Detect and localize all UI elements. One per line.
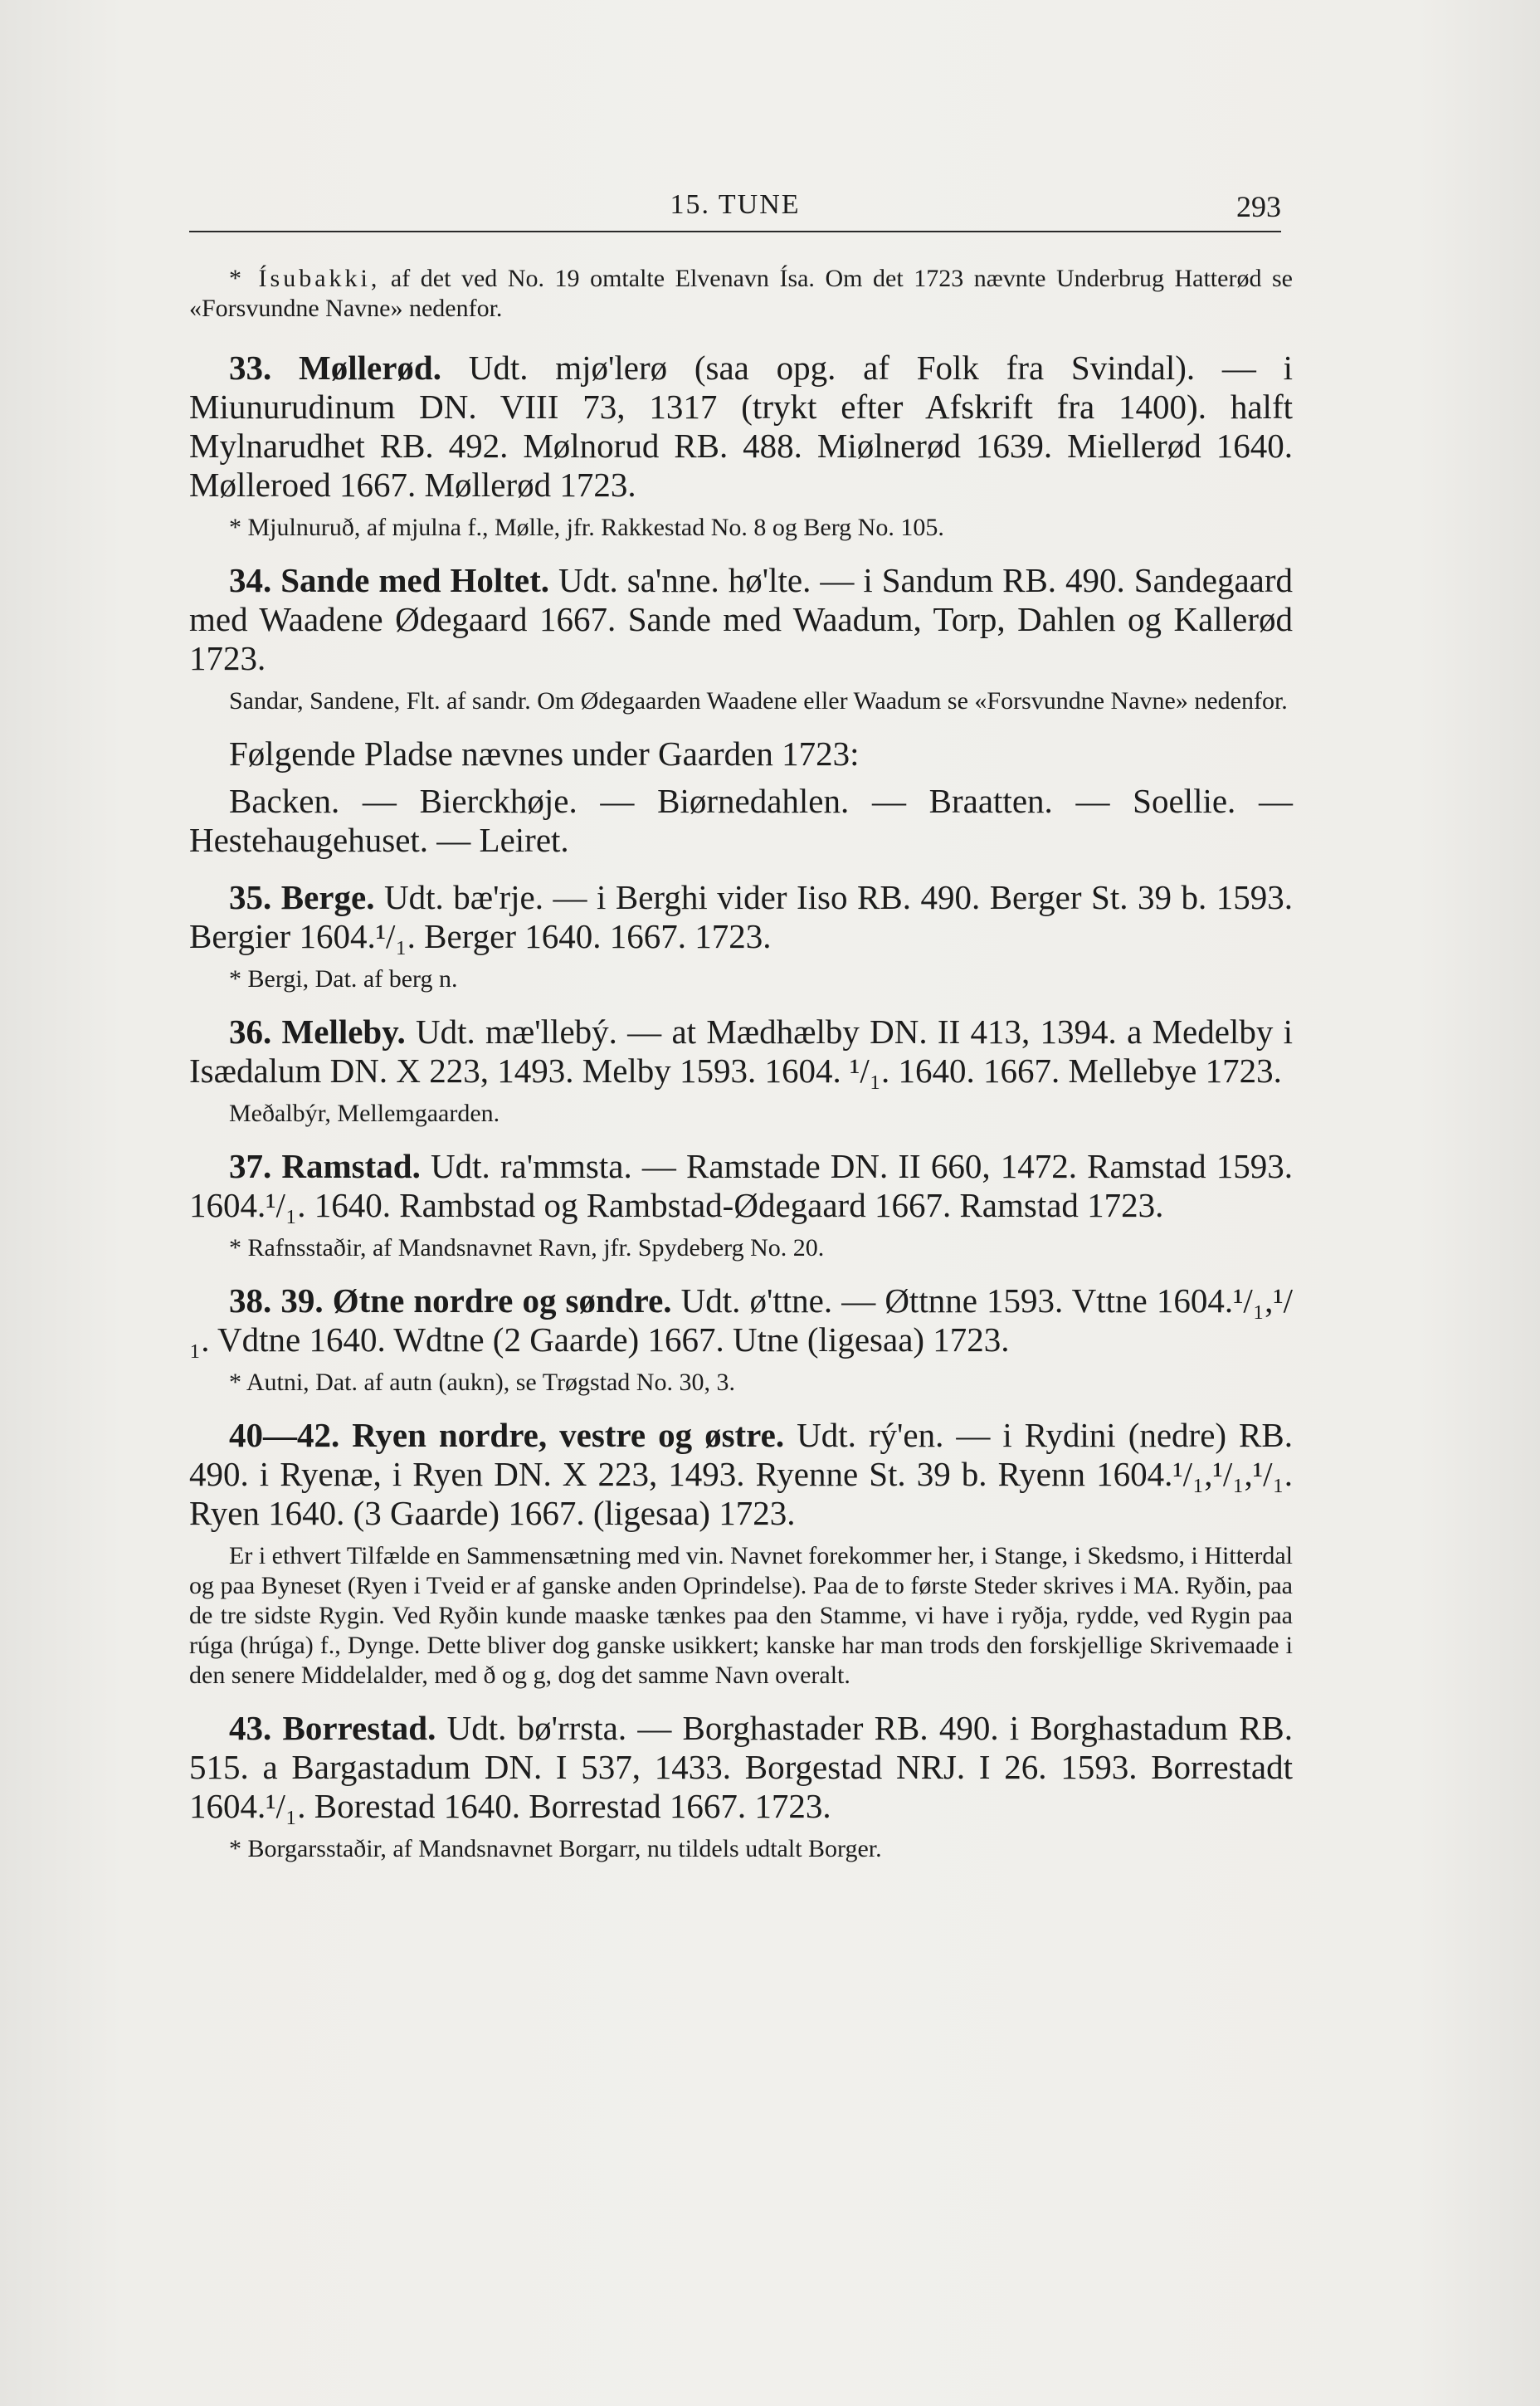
entry-number: 37. — [229, 1147, 272, 1185]
entry-34 — [189, 561, 1293, 678]
entry-number: 36. — [229, 1013, 272, 1051]
entry-text: Udt. mæ'llebý. — at Mædhælby DN. II 413, 1394. a Medelby i Isædalum DN. X 223, 1493. Melby 1593. 1604. ¹/₁. 1640. 1667. Mellebye 1723. — [189, 1013, 1294, 1090]
entry-name: Ramstad. — [281, 1147, 421, 1185]
entry-name: Borrestad. — [282, 1709, 436, 1747]
pladse-list: Backen. — Bierckhøje. — Biørnedahlen. — Braatten. — Soellie. — Hestehaugehuset. — Leiret. — [189, 782, 1293, 859]
entry-text: Udt. mjø'lerø (saa opg. af Folk fra Svindal). — i Miunurudinum DN. VIII 73, 1317 (trykt efter Afskrift fra 1400). halft Mylnarudhet RB. 492. Mølnorud RB. 488. Miølnerød 1639. Miellerød 1640. Mølleroed 1667. Møllerød 1723. — [189, 349, 1294, 504]
entry-name: Berge. — [280, 878, 375, 916]
entry-33-note: * Mjulnuruð, af mjulna f., Mølle, jfr. Rakkestad No. 8 og Berg No. 105. — [229, 514, 944, 541]
entry-number: 33. — [229, 349, 272, 387]
page-header — [189, 189, 1281, 232]
entry-35-note: * Bergi, Dat. af berg n. — [229, 965, 458, 993]
entry-number: 35. — [229, 878, 272, 916]
page-body — [189, 264, 1293, 1864]
entry-38-39 — [189, 1281, 1293, 1359]
entry-43 — [189, 1709, 1293, 1826]
entry-number: 43. — [229, 1709, 272, 1747]
running-title: 15. TUNE — [670, 189, 801, 220]
entry-33 — [189, 349, 1293, 505]
entry-text: Udt. ra'mmsta. — Ramstade DN. II 660, 1472. Ramstad 1593. 1604.¹/₁. 1640. Rambstad og Rambstad-Ødegaard 1667. Ramstad 1723. — [189, 1147, 1294, 1224]
page-number: 293 — [1236, 190, 1281, 223]
pladse-intro: Følgende Pladse nævnes under Gaarden 1723: — [229, 734, 860, 773]
entry-43-note: * Borgarsstaðir, af Mandsnavnet Borgarr, nu tildels udtalt Borger. — [229, 1835, 882, 1862]
entry-35 — [189, 878, 1293, 956]
entry-37-note: * Rafnsstaðir, af Mandsnavnet Ravn, jfr. Spydeberg No. 20. — [229, 1234, 825, 1262]
entry-name: Møllerød. — [299, 349, 441, 387]
entry-text: Udt. bø'rrsta. — Borghastader RB. 490. i Borghastadum RB. 515. a Bargastadum DN. I 537, 1433. Borgestad NRJ. I 26. 1593. Borrestadt 1604.¹/₁. Borestad 1640. Borrestad 1667. 1723. — [189, 1709, 1294, 1825]
entry-36 — [189, 1013, 1293, 1091]
entry-40-42 — [189, 1416, 1293, 1533]
entry-text: Udt. rý'en. — i Rydini (nedre) RB. 490. i Ryenæ, i Ryen DN. X 223, 1493. Ryenne St. 39 b. Ryenn 1604.¹/₁,¹/₁,¹/₁. Ryen 1640. (3 Gaarde) 1667. (ligesaa) 1723. — [189, 1416, 1293, 1532]
entry-text: Udt. sa'nne. hø'lte. — i Sandum RB. 490. Sandegaard med Waadene Ødegaard 1667. Sande med Waadum, Torp, Dahlen og Kallerød 1723. — [189, 561, 1294, 677]
entry-number: 40—42. — [229, 1416, 340, 1454]
entry-text: Udt. bæ'rje. — i Berghi vider Iiso RB. 490. Berger St. 39 b. 1593. Bergier 1604.¹/₁. Berger 1640. 1667. 1723. — [189, 878, 1294, 955]
intro-text: af det ved No. 19 omtalte Elvenavn Ísa. Om det 1723 nævnte Underbrug Hatterød se «Forsvundne Navne» nedenfor. — [189, 265, 1293, 322]
entry-40-42-note: Er i ethvert Tilfælde en Sammensætning med vin. Navnet forekommer her, i Stange, i Skedsmo, i Hitterdal og paa Byneset (Ryen i Tveid er af ganske anden Oprindelse). Paa de to første Steder skrives i MA. Ryðin, paa de tre sidste Rygin. Ved Ryðin kunde maaske tænkes paa den Stamme, vi have i ryðja, rydde, ved Rygin paa rúga (hrúga) f., Dynge. Dette bliver dog ganske usikkert; kanske har man trods den forskjellige Skrivemaade i den senere Middelalder, med ð og g, dog det samme Navn overalt. — [189, 1542, 1293, 1689]
intro-note — [189, 264, 1293, 324]
entry-name: Øtne nordre og søndre. — [332, 1281, 672, 1320]
entry-number: 38. 39. — [229, 1281, 324, 1320]
entry-34-note: Sandar, Sandene, Flt. af sandr. Om Ødegaarden Waadene eller Waadum se «Forsvundne Navne» nedenfor. — [229, 687, 1288, 715]
entry-36-note: Meðalbýr, Mellemgaarden. — [229, 1100, 500, 1127]
entry-name: Melleby. — [281, 1013, 406, 1051]
intro-lead: * Ísubakki, — [229, 265, 381, 292]
entry-name: Sande med Holtet. — [280, 561, 550, 599]
entry-number: 34. — [229, 561, 272, 599]
entry-text: Udt. ø'ttne. — Øttnne 1593. Vttne 1604.¹/₁,¹/₁. Vdtne 1640. Wdtne (2 Gaarde) 1667. Utne (ligesaa) 1723. — [189, 1281, 1293, 1359]
entry-38-39-note: * Autni, Dat. af autn (aukn), se Trøgstad No. 30, 3. — [229, 1369, 735, 1396]
entry-name: Ryen nordre, vestre og østre. — [352, 1416, 785, 1454]
entry-37 — [189, 1147, 1293, 1225]
